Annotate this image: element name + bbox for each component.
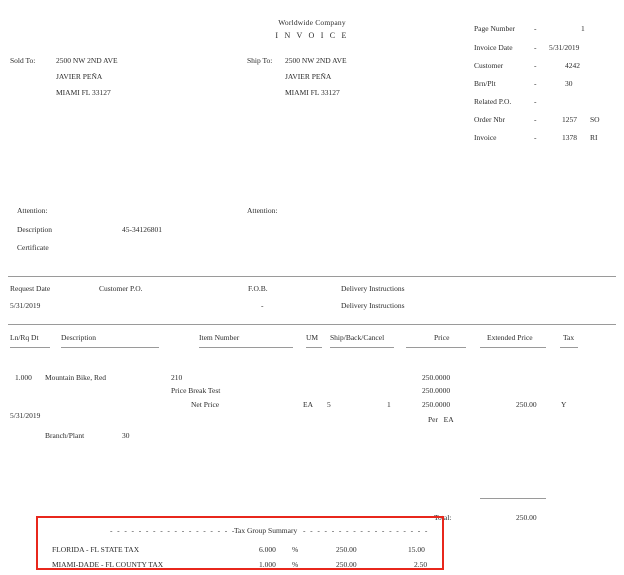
column-header-price: Price (434, 333, 450, 342)
row4-per-um: Per EA (428, 415, 454, 424)
total-label: Total: (434, 513, 452, 522)
header-value-invoice-date: 5/31/2019 (549, 43, 580, 52)
row3-extended-price: 250.00 (516, 400, 537, 409)
divider-table-top (8, 324, 616, 325)
tax-row-1-rate: 6.000 (259, 545, 276, 554)
divider-col-item-number (199, 347, 293, 348)
header-label-invoice-date: Invoice Date (474, 43, 513, 52)
row3-item-number: Net Price (191, 400, 220, 409)
header-suffix-invoice: RI (590, 133, 598, 142)
header-label-invoice: Invoice (474, 133, 497, 142)
header-dash-invoice-date: - (534, 43, 537, 52)
request-date-label: Request Date (10, 284, 51, 293)
sold-to-line-2: JAVIER PEÑA (56, 72, 103, 81)
description-value: 45-34126801 (122, 225, 162, 234)
header-dash-related-po: - (534, 97, 537, 106)
header-label-brn-plt: Brn/Plt (474, 79, 496, 88)
header-dash-page-number: - (534, 24, 537, 33)
tax-summary-heading: Tax Group Summary (234, 526, 298, 535)
row3-tax: Y (561, 400, 567, 409)
row2-price: 250.0000 (422, 386, 451, 395)
sold-to-label: Sold To: (10, 56, 36, 65)
column-header-description: Description (61, 333, 96, 342)
header-label-order-nbr: Order Nbr (474, 115, 506, 124)
row3-ship: 5 (327, 400, 331, 409)
row2-item-number: Price Break Test (171, 386, 221, 395)
ship-to-line-3: MIAMI FL 33127 (285, 88, 340, 97)
tax-row-2-rate: 1.000 (259, 560, 276, 569)
divider-total (480, 498, 546, 499)
tax-row-2-percent-symbol: % (292, 560, 299, 569)
tax-summary-dots-right: - - - - - - - - - - - - - - - - - - (303, 526, 429, 535)
tax-row-1-name: FLORIDA - FL STATE TAX (52, 545, 140, 554)
column-header-um: UM (306, 333, 319, 342)
header-dash-customer: - (534, 61, 537, 70)
header-dash-invoice: - (534, 133, 537, 142)
column-header-extended-price: Extended Price (487, 333, 533, 342)
row4-ln-date: 5/31/2019 (10, 411, 41, 420)
document-title: I N V O I C E (275, 31, 349, 40)
header-dash-brn-plt: - (534, 79, 537, 88)
divider-col-price (406, 347, 466, 348)
header-label-page-number: Page Number (474, 24, 516, 33)
row1-item-number: 210 (171, 373, 183, 382)
attention-right-label: Attention: (247, 206, 278, 215)
row3-price: 250.0000 (422, 400, 451, 409)
delivery-instructions-value: Delivery Instructions (341, 301, 405, 310)
fob-label: F.O.B. (248, 284, 268, 293)
description-label: Description (17, 225, 52, 234)
total-value: 250.00 (516, 513, 537, 522)
tax-row-1-basis: 250.00 (336, 545, 357, 554)
row3-um: EA (303, 400, 313, 409)
tax-summary-dots-left: - - - - - - - - - - - - - - - - - - (110, 526, 236, 535)
divider-col-description (61, 347, 159, 348)
header-value-invoice: 1378 (562, 133, 577, 142)
header-label-customer: Customer (474, 61, 504, 70)
tax-row-1-amount: 15.00 (408, 545, 425, 554)
tax-row-2-name: MIAMI-DADE - FL COUNTY TAX (52, 560, 164, 569)
customer-po-label: Customer P.O. (99, 284, 143, 293)
sold-to-line-1: 2500 NW 2ND AVE (56, 56, 118, 65)
header-value-order-nbr: 1257 (562, 115, 577, 124)
branch-plant-label: Branch/Plant (45, 431, 85, 440)
divider-col-um (306, 347, 322, 348)
header-label-related-po: Related P.O. (474, 97, 512, 106)
row1-ln: 1.000 (15, 373, 32, 382)
company-name: Worldwide Company (278, 18, 346, 27)
header-suffix-order-nbr: SO (590, 115, 600, 124)
column-header-ln-rq-dt: Ln/Rq Dt (10, 333, 39, 342)
divider-col-ship (330, 347, 394, 348)
divider-col-ln (10, 347, 50, 348)
divider-request-top (8, 276, 616, 277)
header-value-brn-plt: 30 (565, 79, 573, 88)
row1-description: Mountain Bike, Red (45, 373, 107, 382)
attention-left-label: Attention: (17, 206, 48, 215)
ship-to-line-2: JAVIER PEÑA (285, 72, 332, 81)
request-date-value: 5/31/2019 (10, 301, 41, 310)
ship-to-label: Ship To: (247, 56, 273, 65)
column-header-item-number: Item Number (199, 333, 240, 342)
tax-row-1-percent-symbol: % (292, 545, 299, 554)
sold-to-line-3: MIAMI FL 33127 (56, 88, 111, 97)
column-header-tax: Tax (563, 333, 575, 342)
ship-to-line-1: 2500 NW 2ND AVE (285, 56, 347, 65)
row1-price: 250.0000 (422, 373, 451, 382)
divider-col-tax (560, 347, 578, 348)
header-value-customer: 4242 (565, 61, 580, 70)
branch-plant-value: 30 (122, 431, 130, 440)
header-value-page-number: 1 (581, 24, 585, 33)
row3-cancel: 1 (387, 400, 391, 409)
header-dash-order-nbr: - (534, 115, 537, 124)
certificate-label: Certificate (17, 243, 49, 252)
tax-row-2-amount: 2.50 (414, 560, 428, 569)
fob-value: - (261, 301, 264, 310)
delivery-instructions-label: Delivery Instructions (341, 284, 405, 293)
divider-col-extended (480, 347, 546, 348)
column-header-ship-back-cancel: Ship/Back/Cancel (330, 333, 385, 342)
tax-row-2-basis: 250.00 (336, 560, 357, 569)
